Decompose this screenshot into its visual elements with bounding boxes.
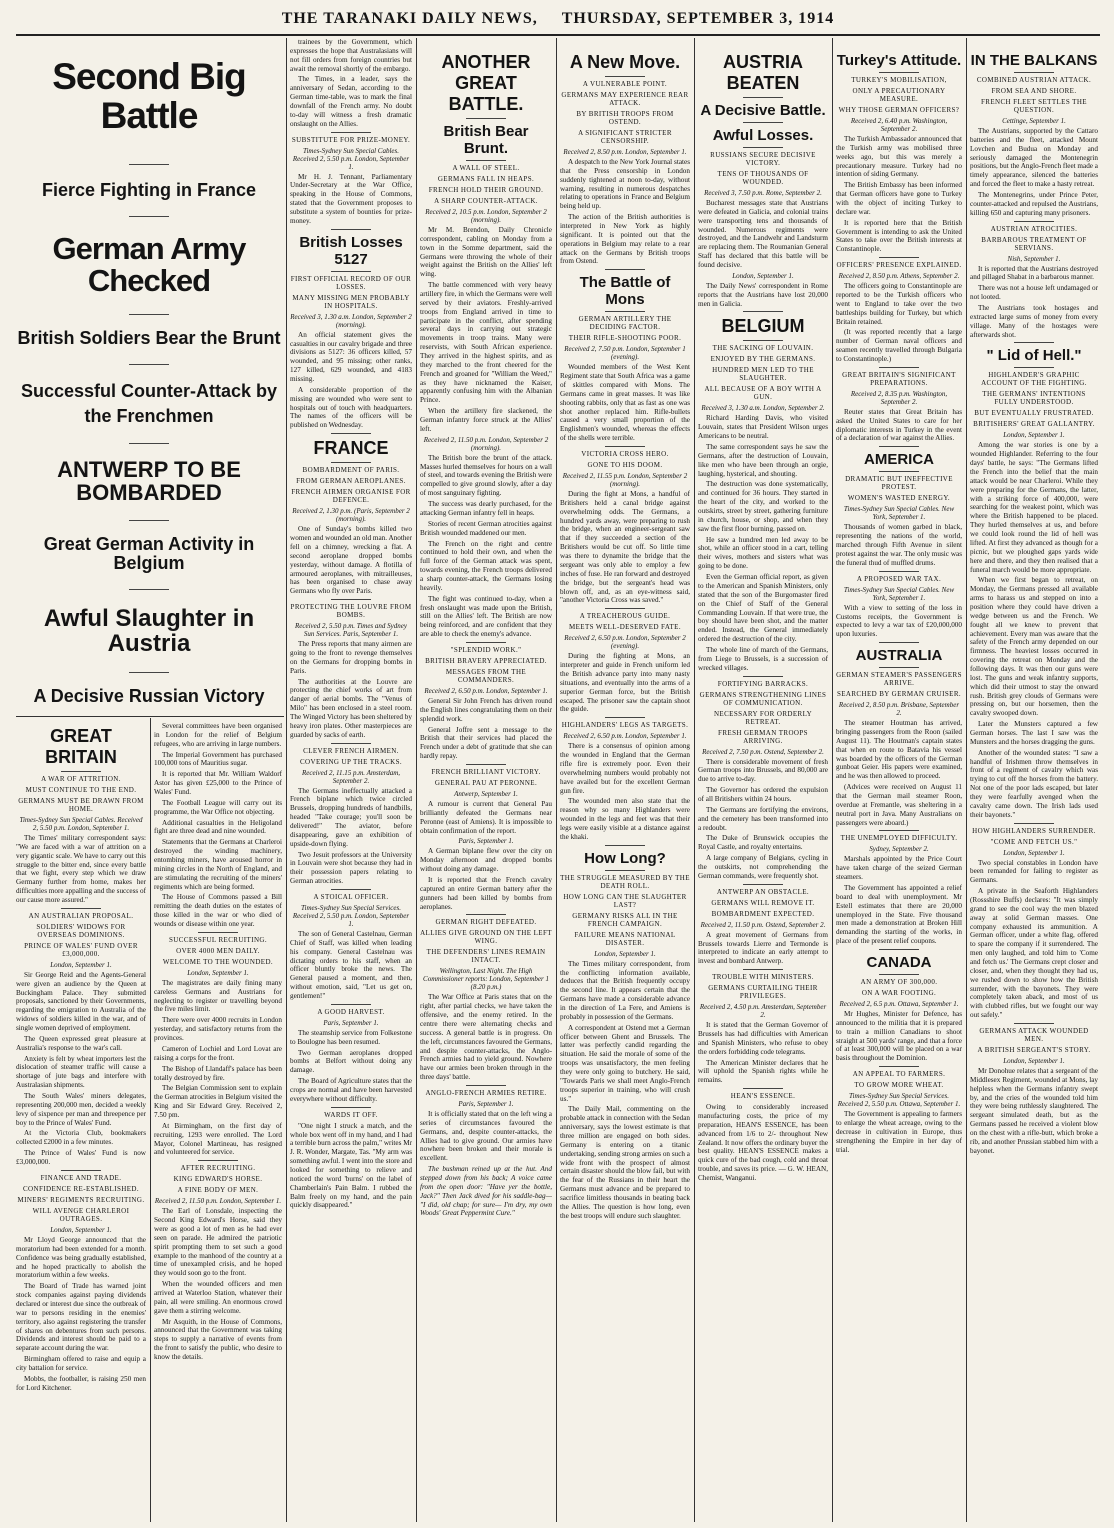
article-col3: trainees by the Government, which expresses the hope that Australasians will not fill orders from foreign countries but await the removal shortly of the embargo. The Times, in a leader, says the anniversary of Sedan, according to the German time-table, was to mark the final downfall of the French army. No doubt to-day will witness a fresh dramatic onslaught on the Allies. SUBSTITUTE FOR PRIZE-MONEY. Times-Sydney Sun Special Cables. Received 2, 5.50 p.m. London, September 1. Mr H. J. Tennant, Parliamentary Under-Secretary at the War Office, speaking in the House of Commons, stated that the Government proposes to substitute a system of bounties for prize-money. British Losses 5127 FIRST OFFICIAL RECORD OF OUR LOSSES. MANY MISSING MEN PROBABLY IN HOSPITALS. Received 3, 1.30 a.m. London, September 2 (morning). An official statement gives the casualties in our cavalry brigade and three divisions as 5127: 36 officers killed, 57 wounded, and 95 missing; other ranks, 127 killed, 629 wounded, and 4183 missing. A considerable proportion of the missing are wounded who were sent to hospitals out of touch with headquarters. The names of the officers will be published on Wednesday. FRANCE BOMBARDMENT OF PARIS. FROM GERMAN AEROPLANES. FRENCH AIRMEN ORGANISE FOR DEFENCE. Received 2, 1.30 p.m. (Paris, September 2 (morning). One of Sunday's bombs killed two women and wounded an old man. Another fell on a chimney, wrecking a flat. A second aeroplane dropped bombs yesterday, without damage. A flotilla of armoured aeroplanes, with mitrailleuses, has been organised to chase away Germans who fly over Paris. PROTECTING THE LOUVRE FROM BOMBS. Received 2, 5.50 p.m. Times and Sydney Sun Services. Paris, September 1. The Press reports that many airmen are going to the front to revenge themselves on the Germans for dropping bombs in Paris. The authorities at the Louvre are protecting the chief works of art from danger of aerial bombs. The "Venus of Milo" has been enclosed in a steel room. The Winged Victory has been sheltered by heavy iron plates. Other masterpieces are guarded by sacks of earth. CLEVER FRENCH AIRMEN. COVERING UP THE TRACKS. Received 2, 11.15 p.m. Amsterdam, September 2. The Germans ineffectually attacked a French biplane which twice circled Brussels, dropping hundreds of handbills, headed "Take courage; you'll soon be delivered!" The aviator, before disappearing, gave an exhibition of upside-down flying. Two Jesuit professors at the University in Louvain were shot because they had in their possession papers relating to German atrocities. A STOICAL OFFICER. Times-Sydney Sun Special Services. Received 2, 5.50 p.m. London, September 1. The son of General Castelnau, German Chief of Staff, was killed when leading his company. General Castelnau was dictating orders to his staff, when an officer bluntly broke the news. The General paused a moment, and then, without emotion, said, "Let us get on, gentlemen!" A GOOD HARVEST. Paris, September 1. The steamship service from Folkestone to Boulogne has been resumed. Two German aeroplanes dropped bombs at Belfort without doing any damage. The Board of Agriculture states that the crops are normal and have been harvested everywhere without difficulty. WARDS IT OFF. "One night I struck a match, and the whole box went off in my hand, and I had a terrible burn across the palm," writes Mr J. R. Wonder, Margate, Tas. "My arm was something awful. I went into the store and looked for something to relieve and noticed the word 'burns' on the label of Chamberlain's Pain Balm. I rubbed the Balm freely on my hand, and the pain quickly disappeared." [290, 38, 412, 1210]
column-rule [416, 38, 417, 1522]
headline-german-army-checked: German Army Checked [52, 230, 246, 299]
column-rule [150, 718, 151, 1522]
headline-another-great-battle: ANOTHER GREAT BATTLE. [441, 52, 531, 114]
article-great-britain: GREAT BRITAIN A WAR OF ATTRITION. MUST CONTINUE TO THE END. GERMANS MUST BE DRAWN FROM HOME. Times-Sydney Sun Special Cables. Received 2, 5.50 p.m. London, September 1. The Times' military correspondent says: "We are faced with a war of attrition on a very gigantic scale. We have to carry out this struggle to the bitter end, since every battle that we fight, every step which we draw Germany further from home, makes her difficulties more appalling and the success of our cause more assured." AN AUSTRALIAN PROPOSAL. SOLDIERS' WIDOWS FOR OVERSEAS DOMINIONS. PRINCE OF WALES' FUND OVER £3,000,000. London, September 1. Sir George Reid and the Agents-General were given an audience by the Queen at Buckingham Palace. They submitted proposals, sanctioned by their Governments, regarding the emigration to Australia of the widows of soldiers killed in the war, and of single women deprived of employment. The Queen expressed great pleasure at Australia's response to the war's call. Anxiety is felt by wheat importers lest the dislocation of steamer traffic will cause a shortage of jute bags and interfere with Australasian shipments. The South Wales' miners delegates, representing 200,000 men, decided a weekly levy of sixpence per man and threepence per boy to the Prince of Wales' Fund. At the Victoria Club, bookmakers collected £2000 in a few minutes. The Prince of Wales' Fund is now £3,000,000. FINANCE AND TRADE. CONFIDENCE RE-ESTABLISHED. MINERS' REGIMENTS RECRUITING. WILL AVENGE CHARLEROI OUTRAGES. London, September 1. Mr Lloyd George announced that the moratorium had been extended for a month. Confidence was being gradually established, and he hoped practically to abolish the moratorium within a few weeks. The Board of Trade has warned joint stock companies against paying dividends declared or interest due since the outbreak of war to persons residing in the enemies' territory, also against registering the transfer of shares on debentures from such persons. Dividends and interest should be paid to a separate account during the war. Birmingham offered to raise and equip a city battalion for service. Mobbs, the footballer, is raising 250 men for Lord Kitchener. [16, 726, 146, 1392]
column-rule [694, 38, 695, 1522]
section-australia: AUSTRALIA [855, 647, 943, 665]
headline-turkeys-attitude: Turkey's Attitude. [836, 52, 962, 69]
masthead-paper-name: THE TARANAKI DAILY NEWS, [281, 10, 538, 27]
article-turkeys-attitude: Turkey's Attitude. TURKEY'S MOBILISATION, ONLY A PRECAUTIONARY MEASURE. WHY THOSE GERMAN OFFICERS? Received 2, 6.40 p.m. Washington, September 2. The Turkish Ambassador announced that the Turkish army was mobilised three weeks ago, but this was merely a precautionary measure. Turkey had no intention of siding Germany. The British Embassy has been informed that German officers have gone to Turkey with the object of inciting Turkey to declare war. It is reported here that the British Government is intending to ask the United States to take over the British interests at Constantinople. OFFICERS' PRESENCE EXPLAINED. Received 2, 8.50 p.m. Athens, September 2. The officers going to Constantinople are reported to be the Turkish officers who went to England to take over the two battleships building for Turkey, but which Britain retained. (It was reported recently that a large number of German naval officers and seamen recently travelled through Bulgaria to Constantinople.) GREAT BRITAIN'S SIGNIFICANT PREPARATIONS. Received 2, 8.35 p.m. Washington, September 2. Reuter states that Great Britain has asked the United States to care for her diplomatic interests in Turkey in the event of a declaration of war against the Allies. AMERICA DRAMATIC BUT INEFFECTIVE PROTEST. WOMEN'S WASTED ENERGY. Times-Sydney Sun Special Cables. New York, September 1. Thousands of women garbed in black, representing the nations of the world, marched through Fifth Avenue in silent protest against the war. The only music was the funeral thud of muffled drums. A PROPOSED WAR TAX. Times-Sydney Sun Special Cables. New York, September 1. With a view to setting of the loss in Customs receipts, the Government is expected to levy a war tax of £20,000,000 upon luxuries. AUSTRALIA GERMAN STEAMER'S PASSENGERS ARRIVE. SEARCHED BY GERMAN CRUISER. Received 2, 8.50 p.m. Brisbane, September 2. The steamer Houtman has arrived, bringing passengers from the Roon (sailed August 11). The Houtman's captain states that when en route to Batavia his vessel was boarded by the officers of the German gunboat Geier. His papers were examined, and he was then allowed to proceed. (Advices were received on August 11 that the German mail steamer Roon, overdue at Fremantle, was sheltering in a neutral port in Java. Many Australians on passengers were aboard.) THE UNEMPLOYED DIFFICULTY. Sydney, September 2. Marshals appointed by the Price Court have taken charge of the seized German steamers. The Government has appointed a relief board to deal with unemployment. Mr Estell estimates that there are 20,000 unemployed in the State. Five thousand men made a demonstration at Broken Hill demanding the starting of the works, in place of the present relief coupons. CANADA AN ARMY OF 300,000. ON A WAR FOOTING. Received 2, 6.5 p.m. Ottawa, September 1. Mr Hughes, Minister for Defence, has announced to the militia that it is prepared to train a million Canadians to shoot straight at 500 yards' range, and that a force of at least 300,000 will be placed on a war basis throughout the Dominion. AN APPEAL TO FARMERS. TO GROW MORE WHEAT. Times-Sydney Sun Special Services. Received 2, 5.50 p.m. Ottawa, September 1. The Government is appealing to farmers to enlarge the wheat acreage, owing to the decrease in cultivation in Europe, thus strengthening the Empire in her day of trial. [836, 52, 962, 1154]
headline-antwerp: ANTWERP TO BE BOMBARDED [57, 456, 241, 506]
section-belgium: BELGIUM [721, 316, 805, 337]
headline-counter-attack: Successful Counter-Attack by the Frenchmen [20, 380, 278, 426]
headline-in-the-balkans: IN THE BALKANS [970, 52, 1098, 69]
column-rule [832, 38, 833, 1522]
article-col2-lower: Several committees have been organised in London for the relief of Belgium refugees, who are arriving in large numbers. The Imperial Government has purchased 100,000 tons of Mauritius sugar. It is reported that Mr. William Waldorf Astor has given £25,000 to the Prince of Wales' Fund. The Football League will carry out its programme, the War Office not objecting. Additional casualties in the Heligoland fight are three dead and nine wounded. Statements that the Germans at Charleroi destroyed the winding machinery, entombing miners, have aroused horror in mining circles in the North of England, and are stimulating the recruiting of the miners' regiments which are being formed. The House of Commons passed a Bill remitting the death duties on the estates of those killed in the war or who died of wounds or disease within one year. SUCCESSFUL RECRUITING. OVER 4000 MEN DAILY. WELCOME TO THE WOUNDED. London, September 1. The magistrates are daily fining many careless Germans and Austrians for neglecting to register or travelling beyond the five miles limit. There were over 4000 recruits in London yesterday, and satisfactory returns from the provinces. Cameron of Lochiel and Lord Lovat are raising a corps for the front. The Bishop of Llandaff's palace has been totally destroyed by fire. The Belgian Commission sent to explain the German atrocities in Belgium visited the King and Sir Edward Grey. Received 2, 7.50 pm. At Birmingham, on the first day of recruiting, 1293 were enrolled. The Lord Mayor, Colonel Martineau, has resigned and volunteered for service. AFTER RECRUITING. KING EDWARD'S HORSE. A FINE BODY OF MEN. Received 2, 11.50 p.m. London, September 1. The Earl of Lonsdale, inspecting the Second King Edward's Horse, said they were as good a lot of men as he had ever seen on parade. He admired the patriotic spirit prompting them to set such a good example to the manhood of the country at a time of unexampled crisis, and he hoped they would soon go to the front. When the wounded officers and men arrived at Waterloo Station, whatever their pain, all were smiling. An enormous crowd gave them a stirring welcome. Mr Asquith, in the House of Commons, announced that the Government was taking steps to supply a narrative of events from the front to satisfy the public, who desire to know the details. [154, 722, 282, 1361]
column-rule [286, 38, 287, 1522]
article-new-move: A New Move. A VULNERABLE POINT. GERMANS MAY EXPERIENCE REAR ATTACK. BY BRITISH TROOPS FROM OSTEND. A SIGNIFICANT STRICTER CENSORSHIP. Received 2, 8.50 p.m. London, September 1. A despatch to the New York Journal states that the Press censorship in London suddenly tightened at noon to-day, without warning, resulting in numerous despatches relating to operations in France and Belgium being held up. The action of the British authorities is interpreted in New York as highly significant. It is pointed out that the operations in Belgium may relate to a rear attack on the Germans by British troops from Ostend. The Battle of Mons GERMAN ARTILLERY THE DECIDING FACTOR. THEIR RIFLE-SHOOTING POOR. Received 2, 7.50 p.m. London, September 1 (evening). Wounded members of the West Kent Regiment state that South Africa was a game of skittles compared with Mons. The Germans came in great masses. It was like shooting rabbits, only that as fast as one was shot another replaced him. Rifle-bullets caused a very small proportion of the Englishmen's wounded, whereas the effects of the shells were terrible. VICTORIA CROSS HERO. GONE TO HIS DOOM. Received 2, 11.55 p.m. London, September 2 (morning). During the fight at Mons, a handful of Britishers held a canal bridge against overwhelming odds. The Germans, a hundred yards away, were preparing to rush the bridge, when an engineer-sergeant saw that if they succeeded a section of the Britishers would be cut off. So little time was there to dynamite the bridge that the sergeant was only able to employ a few inches of fuse. He ran forward and destroyed the bridge, but the sergeant's head was blown off, and, as an eye-witness said, "another Victoria Cross was saved." A TREACHEROUS GUIDE. MEETS WELL-DESERVED FATE. Received 2, 6.50 p.m. London, September 2 (evening). During the fighting at Mons, an interpreter and guide in French uniform led the British advance party into many nasty situations, and eventually into the arms of a superior German force, but the British escaped. The prisoner saw the captain shoot the guide. HIGHLANDERS' LEGS AS TARGETS. Received 2, 6.50 p.m. London, September 1. There is a consensus of opinion among the wounded in England that the German rifle fire is extremely poor. Even their overwhelming numbers would probably not have availed but for the excellent German gun fire. The wounded men also state that the reason why so many Highlanders were wounded in the legs and feet was that their legs were easily visible at a distance against the khaki. How Long? THE STRUGGLE MEASURED BY THE DEATH ROLL. HOW LONG CAN THE SLAUGHTER LAST? GERMANY RISKS ALL IN THE FRENCH CAMPAIGN. FAILURE MEANS NATIONAL DISASTER. London, September 1. The Times military correspondent, from the conflicting information available, deduces that the British frequently occupy the second line. It appears certain that the Germans have made a considerable advance in the direction of La Fere, and Amiens is probably in possession of the Germans. A correspondent at Ostend met a German officer between Ghent and Brussels. The latter was perfectly candid regarding the situation. He said the morale of some of the troops was unsatisfactory, the men feeling they were only going to butchery. He said, "Towards Paris we shall meet Anglo-French troops superior in training, who will crush us." The Daily Mail, commenting on the probable attack in connection with the Sedan anniversary, says the lowest estimate is that three million are engaged on both sides. Germany is entering on a titanic undertaking, sending strong armies on such a wide front with the prospect of almost certain disaster should the blow fail, but with the fear of the Russians in their heart the Germans must advance and be prepared to sacrifice limitless thousands in beating back the Allies. The question is how long, even the best troops will endure such slaughter. [560, 52, 690, 1220]
section-france: FRANCE [313, 438, 389, 459]
headline-decisive-battle: A Decisive Battle. [700, 102, 826, 119]
headline-austria-beaten: AUSTRIA BEATEN [723, 52, 803, 93]
headline-second-big-battle: Second Big Battle [52, 56, 246, 136]
headline-british-losses: British Losses 5127 [299, 233, 403, 268]
section-canada: CANADA [866, 953, 932, 971]
column-rule [556, 38, 557, 1522]
headline-british-soldiers: British Soldiers Bear the Brunt [17, 327, 281, 348]
headline-british-bear-brunt: British Bear Brunt. [443, 123, 529, 157]
headline-great-german-activity: Great German Activity in Belgium [43, 534, 255, 574]
newspaper-page [16, 38, 1100, 1522]
masthead [16, 4, 1100, 36]
headline-lid-of-hell: " Lid of Hell." [986, 347, 1082, 365]
column-rule [966, 38, 967, 1522]
headline-new-move: A New Move. [569, 52, 681, 72]
section-great-britain: GREAT BRITAIN [45, 726, 117, 767]
masthead-date: THURSDAY, SEPTEMBER 3, 1914 [561, 10, 835, 27]
headline-fierce-fighting: Fierce Fighting in France [41, 179, 257, 200]
headline-awful-slaughter: Awful Slaughter in Austria [43, 604, 255, 658]
headline-battle-of-mons: The Battle of Mons [579, 274, 671, 309]
lead-headlines [16, 38, 282, 714]
headline-russian-victory: A Decisive Russian Victory [33, 686, 265, 707]
article-another-great-battle: ANOTHER GREAT BATTLE. British Bear Brunt. A WALL OF STEEL. GERMANS FALL IN HEAPS. FRENCH HOLD THEIR GROUND. A SHARP COUNTER-ATTACK. Received 2, 10.5 p.m. London, September 2 (morning). Mr M. Brendon, Daily Chronicle correspondent, cabling on Monday from a town in the Somme department, said the Germans were throwing the whole of their weight against the British on the Allies' left wing. The battle commenced with very heavy artillery fire, in which the Germans were well served by their aviators. Freshly-arrived troops from England arrived in time to participate in the conflict, after spending several days in carrying out strategic movements in troop trains. Many were reservists, with South African experience. They arrived in the highest spirits, and as they marched to the front cheered for the French and groaned for "William the Weed," as they have nicknamed the Kaiser, apparently confusing him with the Albanian Prince. When the artillery fire slackened, the German infantry force struck at the Allies' left. Received 2, 11.50 p.m. London, September 2 (morning). The British bore the brunt of the attack. Masses hurled themselves for hours on a wall of steel, and towards evening the British were compelled to give ground slowly, after a day of most sanguinary fighting. The success was dearly purchased, for the attacking German infantry fell in heaps. Stories of recent German atrocities against British wounded maddened our men. The French on the right and centre continued to hold their own, and when the full force of the German attack was spent, towards evening, the French troops delivered a sharp counter-attack, the Germans losing heavily. The fight was continued to-day, when a fresh onslaught was made upon the British, still on the Allies' left. The British are now being reinforced, and are confident that they are able to check the enemy's advance. "SPLENDID WORK." BRITISH BRAVERY APPRECIATED. MESSAGES FROM THE COMMANDERS. Received 2, 6.50 p.m. London, September 1. General Sir John French has driven round the English lines congratulating them on their splendid work. General Joffre sent a message to the British that their services had placed the French under a debt of gratitude that she can hardly repay. FRENCH BRILLIANT VICTORY. GENERAL PAU AT PERONNE. Antwerp, September 1. A rumour is current that General Pau brilliantly defeated the Germans near Peronne (east of Amiens). It is impossible to obtain confirmation of the report. Paris, September 1. A German biplane flew over the city on Monday afternoon and dropped bombs without doing any damage. It is reported that the French cavalry captured an entire German battery after the gunners had been killed by bombs from aeroplanes. GERMAN RIGHT DEFEATED. ALLIES GIVE GROUND ON THE LEFT WING. THE DEFENDERS' LINES REMAIN INTACT. Wellington, Last Night. The High Commissioner reports: London, September 1 (8.20 p.m.) The War Office at Paris states that on the right, after partial checks, we have taken the offensive, and the enemy retired. In the centre there were alternating checks and success. A general battle is in progress. On the left, circumstances favoured the Germans, and despite counter-attacks, the Anglo-French armies had to yield ground. Nowhere have our armies been broken through in the three days' battle. ANGLO-FRENCH ARMIES RETIRE. Paris, September 1. It is officially stated that on the left wing a series of circumstances favoured the Germans, and, despite counter-attacks, the Allies had to give ground. Our armies have nowhere been broken and their morale is excellent. The bushman reined up at the hut. And stepped down from his back; A voice came from the open door: "Have yer the bottle, Jack?" Then Jack dived for his saddle-bag— "I did, old chap; for sure— I'm dry, my own Woods' Great Peppermint Cure." [420, 52, 552, 1218]
section-america: AMERICA [864, 451, 934, 469]
article-in-the-balkans: IN THE BALKANS COMBINED AUSTRIAN ATTACK. FROM SEA AND SHORE. FRENCH FLEET SETTLES THE QUESTION. Cettinge, September 1. The Austrians, supported by the Cattaro batteries and the fleet, attacked Mount Lovchen and Budua on Monday and seriously damaged the Montenegrin positions, but the Anglo-French fleet made a timely appearance, silenced the batteries and forced the fleet to make a hasty retreat. The Montenegrins, under Prince Peter, counter-attacked and repulsed the Austrians, killing 650 and capturing many prisoners. AUSTRIAN ATROCITIES. BARBAROUS TREATMENT OF SERVIANS. Nish, September 1. It is reported that the Austrians destroyed and pillaged Shabat in a barbarous manner. There was not a house left undamaged or not looted. The Austrians took hostages and extracted large sums of money from every village. Many of the hostages were afterwards shot. " Lid of Hell." HIGHLANDER'S GRAPHIC ACCOUNT OF THE FIGHTING. THE GERMANS' INTENTIONS FULLY UNDERSTOOD. BUT EVENTUALLY FRUSTRATED. BRITISHERS' GREAT GALLANTRY. London, September 1. Among the war stories is one by a wounded Highlander. Referring to the four days' battle, he says: "The Germans lifted the French into the belief that the main attack would be near Charleroi. While they were preparing for the Germans, the latter, with a striking force of 400,000, were searching for the weakest point, which was where the British happened to be placed. They hurled themselves at us, and before we could look round the lid of hell was lifted. At first they advanced as though for a picnic, but we ploughed gaps yards wide here and there, and they then realised that a funeral march would be more appropriate. When we first began to retreat, on Monday, the Germans pressed all available arms to harass us and stepped on into a position where they could have driven a wedge between us and the French. We fought all we knew to prevent that achievement. Every man was aware that the safety of the French army depended on our firmness. The heaviest losses occurred in covering the retreat on Monday and the following days. It was then our guns were lost. The guns and weak infantry supports, which did their utmost to stay the onward rush. British grey clouds of Germans were pressing on, but our horsemen, then the cavalry swooped down. Later the Munsters captured a few German horses. The last I saw was the Munsters and the horses dragging the guns. Another of the wounded states: "I saw a handful of Irishmen throw themselves in front of a regiment of cavalry which was trying to cut off the horses from the battery. Not one of the poor lads escaped, but later they were fearfully avenged when the cavalry came down. The Irish lads used their bayonets." HOW HIGHLANDERS SURRENDER. "COME AND FETCH US." London, September 1. Two special constables in London have been remanded for failing to register as Germans. A private in the Seaforth Highlanders (Rossshire Buffs) declares: "It was simply grand to see the cool way the men blazed away at solid German masses. One company exhausted its ammunition. A German officer, under a white flag, offered to spare the company if it surrendered. The men only laughed, and told him to 'Come and fetch us.' The Germans crept closer and closer, and, when they thought they had us, we rushed down to show how the British surrender, with the bayonets. They were completely taken aback, and most of us with clubbed rifles, but we fought our way out safely." GERMANS ATTACK WOUNDED MEN. A BRITISH SERGEANT'S STORY. London, September 1. Mr Donohue relates that a sergeant of the Middlesex Regiment, wounded at Mons, lay helpless when the Germans infantry swept by, and the cries of the wounded told him they were being ruthlessly slaughtered. The sergeant simulated death, but as the Germans passed he received a violent blow on the chest with a rifle-butt, which broke a rib, and another Prussian stabbed him with a bayonet. [970, 52, 1098, 1155]
article-austria-beaten: AUSTRIA BEATEN A Decisive Battle. Awful Losses. RUSSIANS SECURE DECISIVE VICTORY. TENS OF THOUSANDS OF WOUNDED. Received 3, 7.50 p.m. Rome, September 2. Bucharest messages state that Austrians were defeated in Galicia, and colonial trains were transporting tens and thousands of wounded. Numerous regiments were destroyed, and the Landwehr and Landsturm are replacing them. The Roumanian General Staff has declared that this battle will be found decisive. London, September 1. The Daily News' correspondent in Rome reports that the Austrians have lost 20,000 men in Galicia. BELGIUM THE SACKING OF LOUVAIN. ENJOYED BY THE GERMANS. HUNDRED MEN LED TO THE SLAUGHTER. ALL BECAUSE OF A BOY WITH A GUN. Received 3, 1.30 a.m. London, September 2. Richard Harding Davis, who visited Louvain, states that President Wilson urges Americans to be neutral. The same correspondent says he saw the Germans, after the destruction of Louvain, like men who have been through an orgie, laughing, hysterical, and shouting. The destruction was done systematically, and continued for 36 hours. They started in the heart of the city, and worked to the outskirts, street by street, gathering furniture in church, house, or shop, and when they saw the first floor burning, passed on. He saw a hundred men led away to be shot, while an officer stood in a cart, telling their wives, mothers and sisters what was going to be done. Even the German official report, as given to the American and Spanish Ministers, only stated that the son of the Burgomaster fired on the Chief of Staff of the General Commanding Louvain. If that were true, the boy should have been shot, and the matter ended. Instead, the General immediately ordered the destruction of the city. The whole line of march of the Germans, from Liege to Brussels, is a succession of wrecked villages. FORTIFYING BARRACKS. GERMANS STRENGTHENING LINES OF COMMUNICATION. NECESSARY FOR ORDERLY RETREAT. FRESH GERMAN TROOPS ARRIVING. Received 2, 7.50 p.m. Ostend, September 2. There is considerable movement of fresh German troops into Brussels, and 80,000 are due to arrive to-day. The Governor has ordered the expulsion of all Britishers within 24 hours. The Germans are fortifying the environs, and the cemetery has been transformed into a redoubt. The Duke of Brunswick occupies the Royal Castle, and royalty entertains. A large company of Belgians, cycling in the outskirts, not comprehending the German commands, were frequently shot. ANTWERP AN OBSTACLE. GERMANS WILL REMOVE IT. BOMBARDMENT EXPECTED. Received 2, 11.50 p.m. Ostend, September 2. A great movement of Germans from Brussels towards Lierre and Termonde is interpreted to indicate an early attempt to invest and bombard Antwerp. TROUBLE WITH MINISTERS. GERMANS CURTAILING THEIR PRIVILEGES. Received 2, 4.50 p.m. Amsterdam, September 2. It is stated that the German Governor of Brussels has had difficulties with American and Spanish Ministers, who refuse to obey the orders forbidding code telegrams. The American Minister declares that he will uphold the Spanish rights while he remains. HEAN'S ESSENCE. Owing to considerably increased manufacturing costs, the price of my preparation, HEAN'S ESSENCE, has been advanced from 1/6 to 2/- throughout New Zealand. It now offers the ordinary buyer the best quality. HEAN'S ESSENCE makes a quick cure of the bad cough, cold and throat trouble, and saves its price. — G. W. HEAN, Chemist, Wanganui. [698, 52, 828, 1183]
headline-how-long: How Long? [584, 849, 666, 867]
headline-awful-losses: Awful Losses. [712, 127, 814, 144]
